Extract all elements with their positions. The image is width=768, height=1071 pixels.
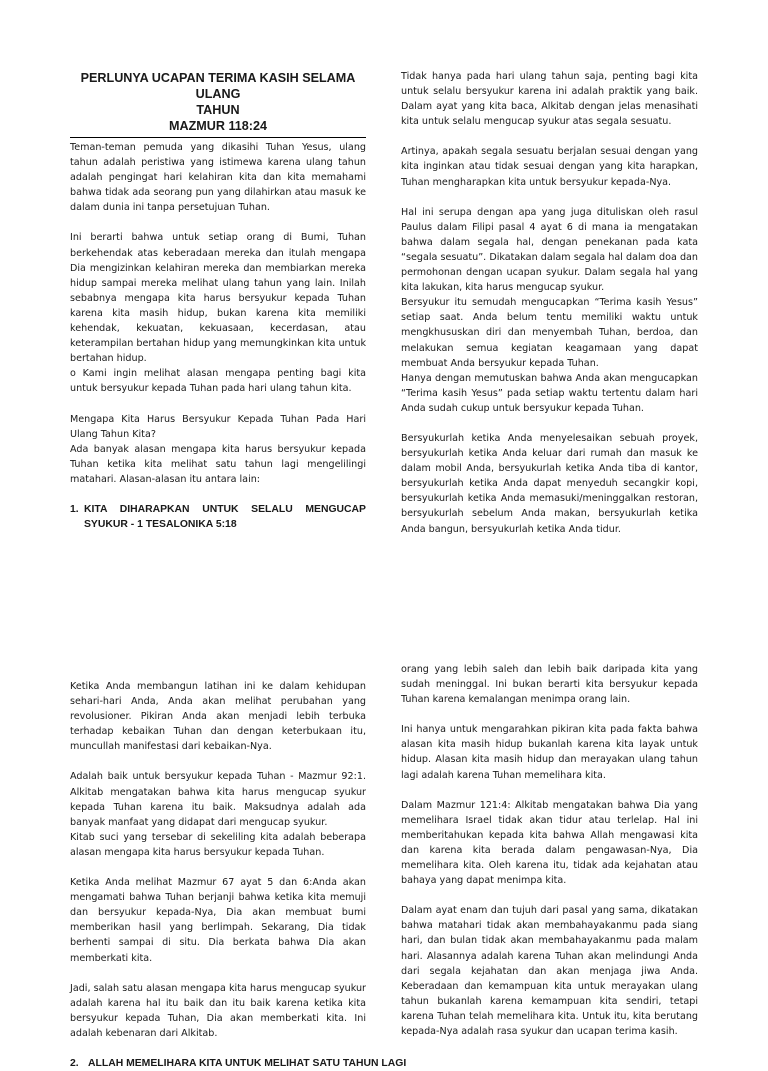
paragraph: Teman-teman pemuda yang dikasihi Tuhan Yesus, ulang tahun adalah peristiwa yang istimewa karena ulang tahun adalah pengingat hari kelahiran kita dan kita memahami bahwa tidak ada seorang pun yang dilahirkan atau masuk ke dalam dunia ini tanpa persetujuan Tuhan. — [70, 142, 366, 214]
paragraph: orang yang lebih saleh dan lebih baik daripada kita yang sudah meninggal. Ini bukan berarti kita bersyukur kepada Tuhan karena kemalangan menimpa orang lain. — [401, 664, 698, 706]
page2-left-column — [70, 679, 407, 1071]
section-heading-1 — [70, 502, 366, 532]
page2-right-column — [401, 662, 698, 1039]
paragraph: Jadi, salah satu alasan mengapa kita harus mengucap syukur adalah karena hal itu baik dan itu baik karena ketika kita bersyukur kepada Tuhan, Dia akan memberkati kita. Ini adalah kebenaran dari Alkitab. — [70, 982, 366, 1039]
paragraph: Tidak hanya pada hari ulang tahun saja, penting bagi kita untuk selalu bersyukur karena ini adalah praktik yang baik. Dalam ayat yang kita baca, Alkitab dengan jelas menasihati kita untuk selalu mengucap syukur atas segala sesuatu. — [401, 71, 698, 128]
paragraph: Ini hanya untuk mengarahkan pikiran kita pada fakta bahwa alasan kita masih hidup bukanlah karena kita layak untuk hidup. Alasan kita masih hidup dan merayakan ulang tahun lagi adalah karena Tuhan memelihara kita. — [401, 724, 698, 781]
paragraph: Dalam ayat enam dan tujuh dari pasal yang sama, dikatakan bahwa matahari tidak akan membahayakanmu pada siang hari, dan bulan tidak akan membahayakanmu pada malam hari. Alasannya adalah karena Tuhan akan melindungi Anda dari segala kejahatan dan akan menjaga jiwa Anda. Keberadaan dan kemampuan kita untuk merayakan ulang tahun bukanlah karena kemampuan kita sendiri, tetapi karena Tuhan telah memelihara kita. Untuk itu, kita berutang kepada-Nya adalah rasa syukur dan ucapan terima kasih. — [401, 905, 698, 1037]
paragraph: Artinya, apakah segala sesuatu berjalan sesuai dengan yang kita inginkan atau tidak sesuai dengan yang kita harapkan, Tuhan mengharapkan kita untuk bersyukur kepada-Nya. — [401, 146, 698, 188]
paragraph: Kitab suci yang tersebar di sekeliling kita adalah beberapa alasan mengapa kita harus bersyukur kepada Tuhan. — [70, 831, 366, 858]
section-number: 1. — [70, 503, 79, 515]
paragraph: Dalam Mazmur 121:4: Alkitab mengatakan bahwa Dia yang memelihara Israel tidak akan tidur atau terlelap. Hal ini memberitahukan kepada kita bahwa Allah mengawasi kita dan karena kita berada dalam pengawasan-Nya, Dia memelihara kita. Oleh karena itu, tidak ada kejahatan atau bahaya yang dapat menimpa kita. — [401, 799, 698, 887]
paragraph: Mengapa Kita Harus Bersyukur Kepada Tuhan Pada Hari Ulang Tahun Kita? — [70, 413, 366, 440]
paragraph: Hal ini serupa dengan apa yang juga dituliskan oleh rasul Paulus dalam Filipi pasal 4 ayat 6 di mana ia mengatakan bahwa dalam segala hal, dengan penekanan pada kata “segala sesuatu”. Dikatakan dalam segala hal dalam doa dan permohonan dengan ucapan syukur. Dalam segala hal yang kita lakukan, kita harus mengucap syukur. — [401, 206, 698, 294]
paragraph: Ketika Anda membangun latihan ini ke dalam kehidupan sehari-hari Anda, Anda akan melihat perubahan yang revolusioner. Pikiran Anda akan menjadi lebih terbuka terhadap kebaikan Tuhan dan dengan keterbukaan itu, muncullah manifestasi dari kebaikan-Nya. — [70, 681, 366, 753]
title-line-2: TAHUN — [196, 103, 240, 117]
title-line-1: PERLUNYA UCAPAN TERIMA KASIH SELAMA ULANG — [80, 71, 356, 101]
title-line-3: MAZMUR 118:24 — [169, 119, 267, 133]
paragraph: Hanya dengan memutuskan bahwa Anda akan mengucapkan “Terima kasih Yesus” pada setiap waktu tertentu dalam hari Anda sudah cukup untuk bersyukur kepada Tuhan. — [401, 372, 698, 414]
section-title: KITA DIHARAPKAN UNTUK SELALU MENGUCAP SYUKUR - 1 TESALONIKA 5:18 — [84, 503, 366, 530]
document-title — [70, 70, 366, 138]
page1-right-column — [401, 69, 698, 537]
section-heading-2 — [70, 1056, 407, 1071]
paragraph: Bersyukur itu semudah mengucapkan “Terima kasih Yesus” setiap saat. Anda belum tentu memiliki waktu untuk mengkhususkan diri dan menyembah Tuhan, berdoa, dan melakukan semua kegiatan keagamaan yang dapat membuat Anda bersyukur kepada Tuhan. — [401, 297, 698, 369]
section-number: 2. — [70, 1057, 79, 1069]
paragraph: o Kami ingin melihat alasan mengapa penting bagi kita untuk bersyukur kepada Tuhan pada hari ulang tahun kita. — [70, 368, 366, 395]
paragraph: Adalah baik untuk bersyukur kepada Tuhan - Mazmur 92:1. Alkitab mengatakan bahwa kita harus mengucap syukur kepada Tuhan karena itu baik. Maksudnya adalah ada banyak manfaat yang didapat dari mengucap syukur. — [70, 771, 366, 828]
paragraph: Ada banyak alasan mengapa kita harus bersyukur kepada Tuhan ketika kita melihat satu tahun lagi mengelilingi matahari. Alasan-alasan itu antara lain: — [70, 443, 366, 485]
document-page-2 — [0, 640, 768, 1069]
page1-left-column — [70, 70, 366, 532]
section-title: ALLAH MEMELIHARA KITA UNTUK MELIHAT SATU TAHUN LAGI — [88, 1057, 407, 1069]
paragraph: Ini berarti bahwa untuk setiap orang di Bumi, Tuhan berkehendak atas keberadaan mereka dan itulah mengapa Dia mengizinkan kelahiran mereka dan membiarkan mereka hidup sampai mereka melihat ulang tahun yang lain. Inilah sebabnya mengapa kita harus bersyukur kepada Tuhan karena kita masih hidup, bukan karena kita memiliki kehendak, kekuatan, kekuasaan, kecerdasan, atau keterampilan bertahan hidup yang memungkinkan kita untuk bertahan hidup. — [70, 232, 366, 365]
paragraph: Ketika Anda melihat Mazmur 67 ayat 5 dan 6:Anda akan mengamati bahwa Tuhan berjanji bahwa ketika kita memuji dan bersyukur kepada-Nya, Dia akan membuat bumi memberikan hasil yang berlimpah. Sekarang, Dia tidak berhenti sampai di situ. Dia berkata bahwa Dia akan memberkati kita. — [70, 877, 366, 964]
paragraph: Bersyukurlah ketika Anda menyelesaikan sebuah proyek, bersyukurlah ketika Anda keluar dari rumah dan masuk ke dalam mobil Anda, bersyukurlah ketika Anda tiba di kantor, bersyukurlah ketika Anda dapat menyeduh secangkir kopi, bersyukurlah ketika Anda memasuki/meninggalkan restoran, bersyukurlah sebelum Anda makan, bersyukurlah ketika Anda bangun, bersyukurlah ketika Anda tidur. — [401, 432, 698, 535]
